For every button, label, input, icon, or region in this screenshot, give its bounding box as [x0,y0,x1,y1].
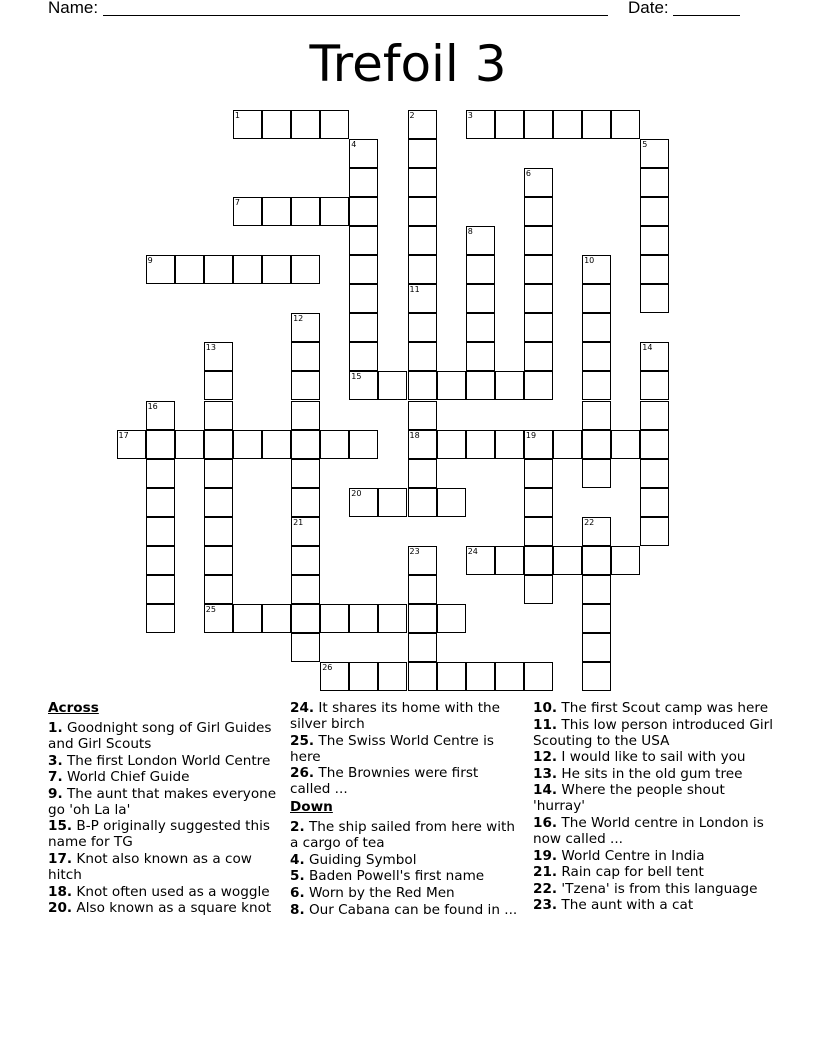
crossword-cell[interactable] [466,342,495,371]
clue-number: 15 [351,372,362,382]
crossword-cell[interactable] [408,430,437,459]
clue-item-text: The ship sailed from here with a cargo of tea [290,819,516,852]
crossword-cell[interactable] [466,662,495,691]
clue-item-text: The Brownies were first called ... [290,765,479,798]
crossword-cell[interactable] [408,401,437,430]
down-clue-list-continued [533,700,773,913]
clue-number: 3 [467,110,473,120]
crossword-cell[interactable] [466,284,495,313]
crossword-cell[interactable] [204,255,233,284]
crossword-cell[interactable] [233,255,262,284]
crossword-cell[interactable] [524,110,553,139]
crossword-cell[interactable] [582,371,611,400]
clue-item-text: World Centre in India [557,847,705,864]
clue-number: 9 [147,256,153,265]
crossword-cell[interactable] [408,342,437,371]
clue-item [533,749,773,765]
crossword-cell[interactable] [524,168,553,197]
crossword-cell[interactable] [146,401,175,430]
crossword-cell[interactable] [437,662,466,691]
clue-item-text: The first London World Centre [62,752,271,769]
clue-item-number: 18. [48,883,73,900]
clue-item [48,884,278,900]
crossword-cell[interactable] [582,401,611,430]
clue-item [48,753,278,769]
crossword-cell[interactable] [466,255,495,284]
crossword-cell[interactable] [291,342,320,371]
crossword-cell[interactable] [349,255,378,284]
crossword-cell[interactable] [146,255,175,284]
crossword-cell[interactable] [175,430,204,459]
crossword-cell[interactable] [146,459,175,488]
crossword-cell[interactable] [495,110,524,139]
clue-item-text: Also known as a square knot [72,900,272,917]
clue-item-text: World Chief Guide [62,769,190,786]
clue-item-number: 8. [290,901,305,918]
crossword-cell[interactable] [378,604,407,633]
crossword-cell[interactable] [408,197,437,226]
crossword-cell[interactable] [640,401,669,430]
crossword-cell[interactable] [349,313,378,342]
crossword-cell[interactable] [524,546,553,575]
crossword-cell[interactable] [291,488,320,517]
crossword-cell[interactable] [524,197,553,226]
crossword-cell[interactable] [582,430,611,459]
crossword-cell[interactable] [262,430,291,459]
crossword-cell[interactable] [320,197,349,226]
clue-number: 4 [351,139,357,149]
crossword-cell[interactable] [640,430,669,459]
crossword-cell[interactable] [233,197,262,226]
crossword-cell[interactable] [320,662,349,691]
clue-item-text: Knot often used as a woggle [72,883,270,900]
crossword-cell[interactable] [349,168,378,197]
down-heading: Down [290,799,333,816]
crossword-cell[interactable] [408,110,437,139]
crossword-cell[interactable] [408,459,437,488]
crossword-cell[interactable] [291,575,320,604]
clue-item-number: 22. [533,880,558,897]
crossword-cell[interactable] [640,488,669,517]
clue-item-number: 10. [533,700,558,716]
crossword-cell[interactable] [291,110,320,139]
crossword-cell[interactable] [291,546,320,575]
crossword-cell[interactable] [262,255,291,284]
crossword-cell[interactable] [553,430,582,459]
clue-item-text: The first Scout camp was here [557,700,769,716]
crossword-cell[interactable] [408,575,437,604]
crossword-cell[interactable] [466,226,495,255]
clue-item [533,815,773,847]
crossword-cell[interactable] [204,575,233,604]
across-clue-list-continued [290,700,522,797]
crossword-cell[interactable] [117,430,146,459]
clue-item-text: Rain cap for bell tent [557,864,704,881]
clue-number: 5 [642,139,648,149]
clue-item-text: Knot also known as a cow hitch [48,850,252,883]
crossword-cell[interactable] [291,197,320,226]
clue-number: 23 [409,547,420,556]
crossword-cell[interactable] [408,313,437,342]
clue-number: 22 [584,517,595,527]
crossword-cell[interactable] [349,662,378,691]
clue-number: 13 [205,343,216,353]
crossword-cell[interactable] [146,546,175,575]
clue-number: 2 [409,110,415,120]
crossword-cell[interactable] [349,284,378,313]
crossword-cell[interactable] [408,546,437,575]
crossword-cell[interactable] [408,371,437,400]
clue-item-number: 3. [48,752,63,769]
crossword-cell[interactable] [582,255,611,284]
crossword-cell[interactable] [291,633,320,662]
crossword-cell[interactable] [640,517,669,546]
crossword-cell[interactable] [349,139,378,168]
crossword-cell[interactable] [378,371,407,400]
clue-number: 21 [293,517,304,527]
clue-number: 1 [234,110,240,120]
clue-number: 11 [409,285,420,295]
crossword-cell[interactable] [640,371,669,400]
crossword-cell[interactable] [524,371,553,400]
clue-item-number: 19. [533,847,558,864]
clue-item [290,885,522,901]
clue-item [290,700,522,732]
crossword-cell[interactable] [408,488,437,517]
crossword-cell[interactable] [146,604,175,633]
clue-item-text: The Swiss World Centre is here [290,732,494,765]
clue-item-number: 11. [533,716,558,733]
clue-item [290,902,522,918]
crossword-cell[interactable] [291,604,320,633]
clue-item-text: It shares its home with the silver birch [290,700,500,732]
clue-item-number: 2. [290,819,305,836]
crossword-cell[interactable] [233,110,262,139]
crossword-cell[interactable] [524,488,553,517]
crossword-cell[interactable] [204,604,233,633]
crossword-cell[interactable] [378,662,407,691]
crossword-cell[interactable] [349,371,378,400]
crossword-cell[interactable] [320,604,349,633]
clue-item-number: 1. [48,720,63,736]
crossword-cell[interactable] [408,168,437,197]
crossword-cell[interactable] [408,255,437,284]
clue-item-number: 25. [290,732,315,749]
crossword-cell[interactable] [524,662,553,691]
clue-item-number: 9. [48,785,63,802]
crossword-cell[interactable] [582,284,611,313]
clue-item [48,900,278,916]
crossword-cell[interactable] [291,313,320,342]
clue-item-text: 'Tzena' is from this language [557,880,758,897]
crossword-cell[interactable] [262,604,291,633]
clue-item-number: 24. [290,700,315,716]
clue-item [533,782,773,814]
clue-item-text: B-P originally suggested this name for TG [48,818,270,851]
crossword-cell[interactable] [291,401,320,430]
crossword-cell[interactable] [349,226,378,255]
crossword-cell[interactable] [408,662,437,691]
clue-item [290,868,522,884]
clue-item-text: Goodnight song of Girl Guides and Girl Scouts [48,720,272,752]
crossword-cell[interactable] [349,430,378,459]
crossword-cell[interactable] [349,604,378,633]
crossword-cell[interactable] [466,110,495,139]
clue-item-number: 21. [533,864,558,881]
date-label: Date: [628,0,669,17]
clue-item [290,733,522,765]
crossword-cell[interactable] [466,371,495,400]
crossword-cell[interactable] [408,226,437,255]
crossword-cell[interactable] [408,604,437,633]
clue-item-text: Where the people shout 'hurray' [533,782,725,815]
clue-item-text: This low person introduced Girl Scouting to the USA [533,716,774,749]
name-label: Name: [48,0,99,17]
crossword-cell[interactable] [262,197,291,226]
clue-item-number: 14. [533,782,558,799]
clue-item [290,852,522,868]
clue-number: 19 [525,430,537,440]
clue-item [48,720,278,752]
crossword-cell[interactable] [582,662,611,691]
crossword-cell[interactable] [262,110,291,139]
clue-number: 26 [322,663,333,673]
clue-number: 17 [118,430,129,440]
clue-item [533,897,773,913]
across-clue-list [48,720,278,916]
clue-number: 16 [147,401,158,411]
crossword-cell[interactable] [408,284,437,313]
crossword-cell[interactable] [233,604,262,633]
crossword-cell[interactable] [466,430,495,459]
clue-number: 12 [293,314,304,324]
clue-number: 6 [525,168,531,178]
crossword-cell[interactable] [553,110,582,139]
crossword-cell[interactable] [582,546,611,575]
crossword-cell[interactable] [495,546,524,575]
clue-item [533,864,773,880]
crossword-cell[interactable] [349,342,378,371]
crossword-cell[interactable] [524,255,553,284]
clue-item [48,769,278,785]
crossword-cell[interactable] [640,139,669,168]
clue-item-number: 13. [533,765,558,782]
clue-number: 25 [205,605,216,615]
crossword-cell[interactable] [582,313,611,342]
crossword-cell[interactable] [640,197,669,226]
crossword-cell[interactable] [204,371,233,400]
clue-item-number: 15. [48,818,73,835]
clues-column-2 [290,700,522,918]
crossword-cell[interactable] [640,168,669,197]
crossword-cell[interactable] [175,255,204,284]
clue-item-number: 26. [290,765,315,782]
clue-item-text: The aunt that makes everyone go 'oh La la' [48,785,277,818]
clue-item-number: 12. [533,749,558,766]
crossword-cell[interactable] [582,517,611,546]
clue-item-number: 4. [290,851,305,868]
clue-number: 10 [584,256,595,265]
crossword-cell[interactable] [437,430,466,459]
crossword-cell[interactable] [291,371,320,400]
crossword-cell[interactable] [204,488,233,517]
crossword-cell[interactable] [466,313,495,342]
clue-item [533,717,773,749]
crossword-cell[interactable] [582,604,611,633]
crossword-cell[interactable] [146,575,175,604]
clue-item-text: The aunt with a cat [557,897,694,914]
crossword-cell[interactable] [204,546,233,575]
crossword-cell[interactable] [553,546,582,575]
clue-item-number: 23. [533,897,558,914]
clue-item-number: 17. [48,850,73,867]
crossword-cell[interactable] [524,342,553,371]
crossword-cell[interactable] [291,430,320,459]
crossword-cell[interactable] [437,604,466,633]
clue-item [533,766,773,782]
clue-item-text: Worn by the Red Men [304,884,455,901]
clue-item-number: 6. [290,884,305,901]
crossword-cell[interactable] [640,284,669,313]
clue-item [48,818,278,850]
crossword-cell[interactable] [408,139,437,168]
crossword-cell[interactable] [204,401,233,430]
crossword-cell[interactable] [495,430,524,459]
crossword-cell[interactable] [582,459,611,488]
clue-item [290,819,522,851]
clue-number: 8 [467,226,473,236]
crossword-cell[interactable] [146,430,175,459]
crossword-cell[interactable] [349,488,378,517]
crossword-cell[interactable] [640,459,669,488]
clue-item-text: Our Cabana can be found in ... [304,901,518,918]
crossword-cell[interactable] [611,546,640,575]
crossword-cell[interactable] [204,517,233,546]
crossword-cell[interactable] [146,488,175,517]
crossword-cell[interactable] [524,459,553,488]
crossword-cell[interactable] [437,488,466,517]
crossword-cell[interactable] [524,517,553,546]
crossword-cell[interactable] [378,488,407,517]
clue-item-text: The World centre in London is now called ... [533,814,764,847]
crossword-cell[interactable] [495,371,524,400]
crossword-cell[interactable] [611,110,640,139]
crossword-cell[interactable] [291,459,320,488]
down-clue-list [290,819,522,917]
clue-item [533,881,773,897]
clue-item [48,786,278,818]
crossword-cell[interactable] [582,575,611,604]
crossword-cell[interactable] [524,430,553,459]
crossword-cell[interactable] [291,517,320,546]
crossword-cell[interactable] [640,226,669,255]
crossword-cell[interactable] [524,575,553,604]
clue-number: 14 [642,343,653,353]
crossword-cell[interactable] [640,342,669,371]
crossword-cell[interactable] [408,633,437,662]
clue-item-text: Baden Powell's first name [304,868,485,885]
crossword-cell[interactable] [524,226,553,255]
clue-item [48,851,278,883]
clue-number: 24 [467,547,478,556]
page-title: Trefoil 3 [309,35,507,93]
clue-item [533,848,773,864]
clue-item-number: 7. [48,769,63,786]
clue-item-number: 5. [290,868,305,885]
crossword-cell[interactable] [320,430,349,459]
crossword-cell[interactable] [204,430,233,459]
clue-item-number: 20. [48,900,73,917]
crossword-cell[interactable] [611,430,640,459]
clue-number: 7 [234,197,240,207]
clue-number: 18 [409,430,420,440]
crossword-cell[interactable] [495,662,524,691]
crossword-cell[interactable] [437,371,466,400]
clues-column-1 [48,700,278,917]
crossword-cell[interactable] [582,110,611,139]
crossword-cell[interactable] [524,313,553,342]
clue-number: 20 [351,488,362,498]
crossword-cell[interactable] [204,342,233,371]
crossword-cell[interactable] [524,284,553,313]
crossword-cell[interactable] [582,342,611,371]
crossword-cell[interactable] [146,517,175,546]
clue-item [290,765,522,797]
clue-item-text: Guiding Symbol [304,851,417,868]
crossword-cell[interactable] [349,197,378,226]
crossword-cell[interactable] [291,255,320,284]
crossword-cell[interactable] [320,110,349,139]
crossword-cell[interactable] [466,546,495,575]
clue-item-text: I would like to sail with you [557,749,746,766]
clue-item-number: 16. [533,814,558,831]
crossword-cell[interactable] [204,459,233,488]
crossword-cell[interactable] [233,430,262,459]
crossword-cell[interactable] [582,633,611,662]
clues-column-3 [533,700,773,914]
clue-item-text: He sits in the old gum tree [557,765,743,782]
across-heading: Across [48,700,99,716]
crossword-cell[interactable] [640,255,669,284]
clue-item [533,700,773,716]
